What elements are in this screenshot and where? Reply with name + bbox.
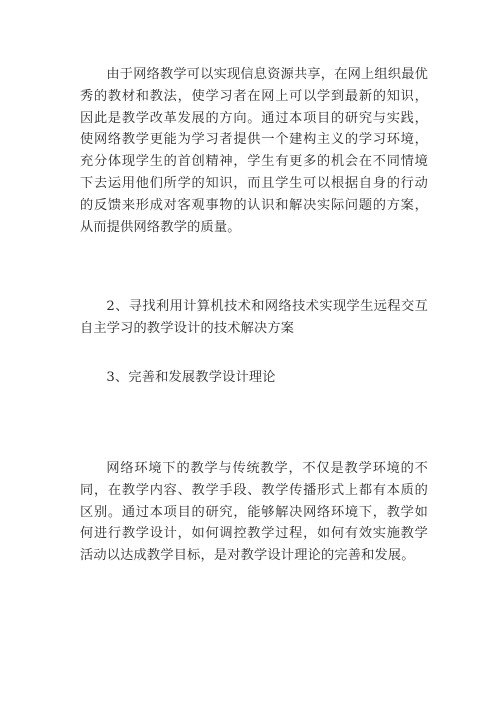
paragraph-network-environment-teaching: 网络环境下的教学与传统教学，不仅是教学环境的不同，在教学内容、教学手段、教学传播形式上都有本质的区别。通过本项目的研究，能够解决网络环境下，教学如何进行教学设计，如何调控教学过程，如何有效实施教学活动以达成教学目标，是对教学设计理论的完善和发展。 bbox=[80, 461, 428, 564]
paragraph-network-teaching-benefits: 由于网络教学可以实现信息资源共享，在网上组织最优秀的教材和教法，使学习者在网上可以学到最新的知识，因此是教学改革发展的方向。通过本项目的研究与实践，使网络教学更能为学习者提供一个建构主义的学习环境，充分体现学生的首创精神，学生有更多的机会在不同情境下去运用他们所学的知识，而且学生可以根据自身的行动的反馈来形成对客观事物的认识和解决实际问题的方案，从而提供网络教学的质量。 bbox=[80, 67, 428, 235]
section-2-heading: 2、寻找利用计算机技术和网络技术实现学生远程交互自主学习的教学设计的技术解决方案 bbox=[80, 299, 428, 336]
section-3-heading: 3、完善和发展教学设计理论 bbox=[106, 370, 276, 385]
